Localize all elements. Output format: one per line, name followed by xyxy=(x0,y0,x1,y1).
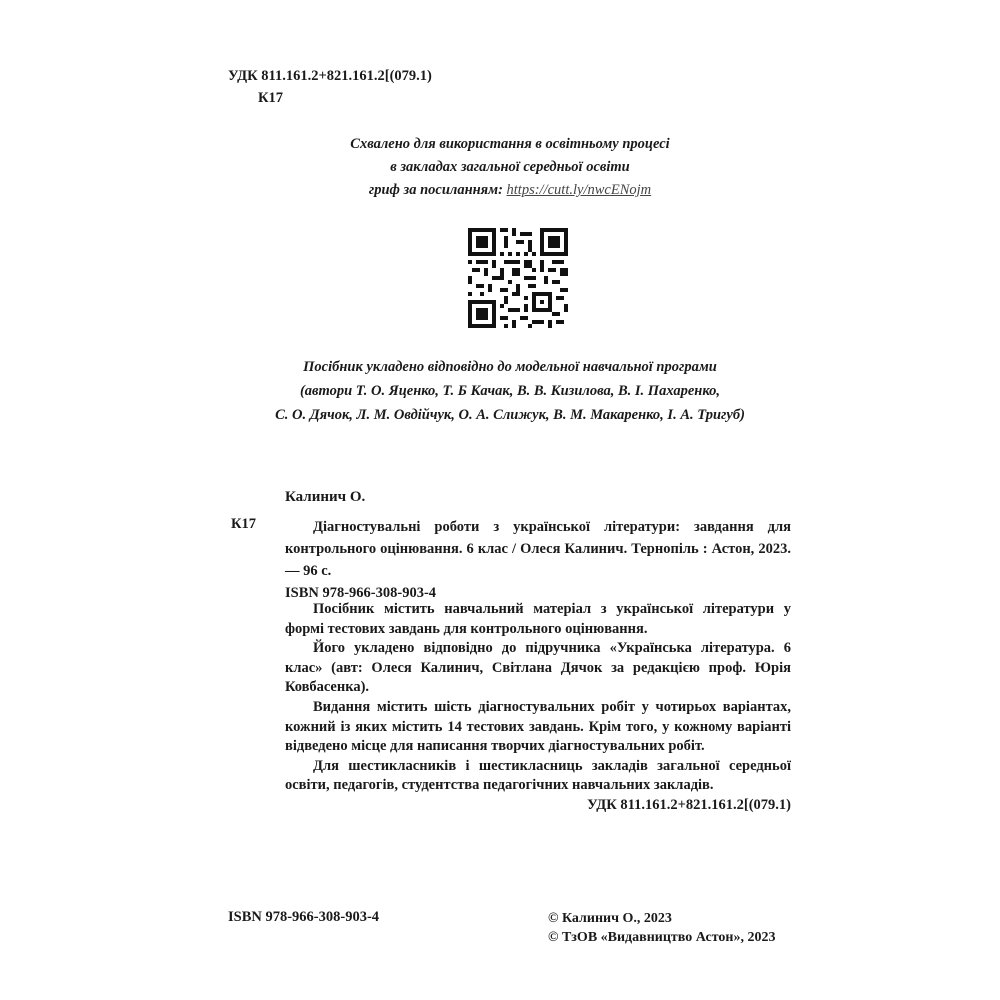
annotation-paragraph-2: Його укладено відповідно до підручника «Українська література. 6 клас» (авт: Олеся Калинич, Світлана Дячок за редакцією проф. Юрія Ковбасенка). xyxy=(285,640,791,696)
index-header: К17 xyxy=(258,90,284,106)
approval-prefix: гриф за посиланням: xyxy=(368,182,507,198)
approval-link[interactable]: https://cutt.ly/nwcENojm xyxy=(506,182,652,198)
programme-line-3: С. О. Дячок, Л. М. Овдійчук, О. А. Слижук, В. М. Макаренко, І. А. Тригуб) xyxy=(275,407,745,423)
approval-line-1: Схвалено для використання в освітньому процесі xyxy=(350,136,670,152)
bibliography-index: К17 xyxy=(231,516,257,532)
programme-line-1: Посібник укладено відповідно до модельної навчальної програми xyxy=(303,359,717,375)
copyright-publisher: © ТзОВ «Видавництво Астон», 2023 xyxy=(548,930,776,945)
copyright-block xyxy=(548,909,775,947)
programme-line-2: (автори Т. О. Яценко, Т. Б Качак, В. В. Кизилова, В. І. Пахаренко, xyxy=(299,383,721,399)
annotation-paragraph-4: Для шестикласників і шестикласниць закладів загальної середньої освіти, педагогів, студентства педагогічних навчальних закладів. xyxy=(285,757,791,794)
annotation-paragraph-1: Посібник містить навчальний матеріал з української літератури у формі тестових завдань для контрольного оцінювання. xyxy=(285,601,791,637)
approval-line-2: в закладах загальної середньої освіти xyxy=(390,159,630,175)
isbn-line: ISBN 978-966-308-903-4 xyxy=(285,585,437,601)
footer-isbn: ISBN 978-966-308-903-4 xyxy=(228,909,380,925)
copyright-author: © Калинич О., 2023 xyxy=(548,911,672,926)
udk-header: УДК 811.161.2+821.161.2[(079.1) xyxy=(228,68,432,84)
approval-block xyxy=(200,133,820,202)
bibliographic-description xyxy=(285,516,791,604)
annotation xyxy=(285,600,791,816)
author-name: Калинич О. xyxy=(285,489,366,505)
programme-note xyxy=(150,355,870,427)
approval-line-3 xyxy=(200,179,820,202)
annotation-paragraph-3: Видання містить шість діагностувальних робіт у чотирьох варіантах, кожний із яких містить 14 тестових завдань. Крім того, у кожному варіанті відведено місце для написання творчих діагностувальних робіт. xyxy=(285,698,791,755)
description-text: Діагностувальні роботи з української літератури: завдання для контрольного оцінювання. 6 клас / Олеся Калинич. Тернопіль : Астон, 2023. — 96 с. xyxy=(285,519,791,579)
qr-code-icon[interactable] xyxy=(468,228,568,328)
annotation-udk: УДК 811.161.2+821.161.2[(079.1) xyxy=(587,796,791,813)
